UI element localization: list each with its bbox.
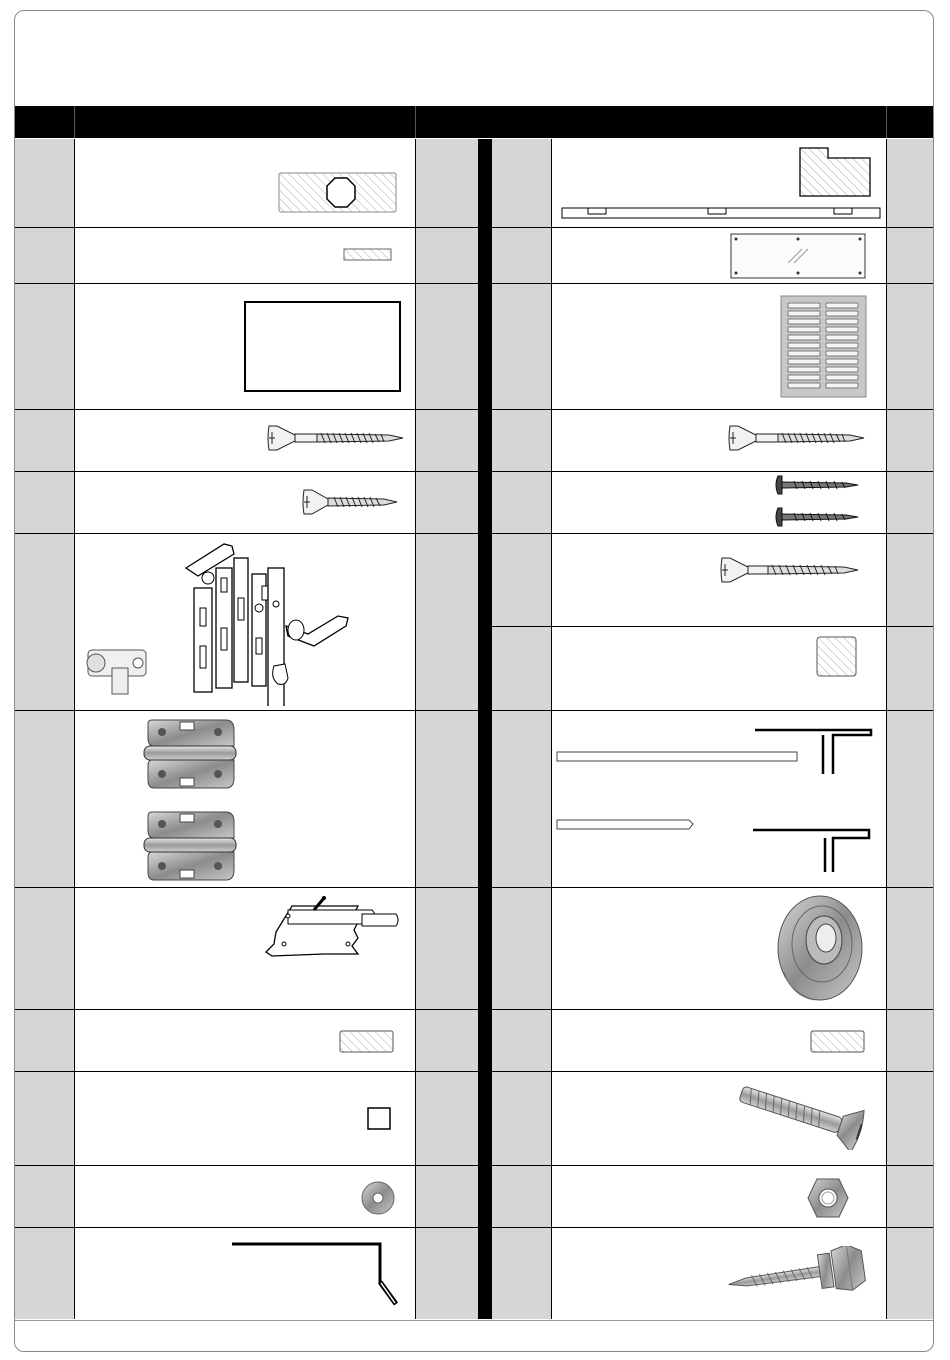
- countersunk-machine-bolt-icon: [734, 1078, 874, 1150]
- batten-icon: [810, 1030, 866, 1054]
- long-wood-screw-icon: [726, 422, 866, 454]
- column-line: [415, 139, 416, 1319]
- washer-icon: [360, 1180, 396, 1216]
- right-number-column: [492, 139, 551, 1319]
- column-line: [886, 139, 887, 1319]
- row-divider: [15, 887, 478, 888]
- pan-head-screw-top: [776, 476, 858, 494]
- sealing-tape-roll-icon: [774, 892, 866, 1004]
- center-divider: [478, 139, 492, 1319]
- row-divider: [492, 626, 933, 627]
- hinge-top: [144, 720, 236, 788]
- mortise-lock-set-icon: [82, 538, 382, 706]
- lock-cylinder-icon: [87, 650, 146, 694]
- header-divider: [74, 106, 75, 138]
- angled-rod-icon: [230, 1240, 402, 1310]
- column-line: [74, 139, 75, 1319]
- row-divider: [15, 1071, 478, 1072]
- row-divider: [492, 283, 933, 284]
- row-divider: [492, 1009, 933, 1010]
- row-divider: [15, 1227, 478, 1228]
- row-divider: [492, 471, 933, 472]
- short-wood-screw-icon: [300, 486, 400, 518]
- row-divider: [492, 887, 933, 888]
- rebated-profile-rail-icon: [558, 144, 882, 224]
- row-divider: [15, 283, 478, 284]
- small-strip-icon: [343, 248, 393, 262]
- hex-nut-icon: [806, 1176, 850, 1220]
- square-block-icon: [816, 636, 858, 678]
- header-divider: [415, 106, 416, 138]
- ventilation-grille-icon: [780, 295, 868, 399]
- left-qty-column: [416, 139, 478, 1319]
- row-divider: [492, 1165, 933, 1166]
- row-divider: [492, 533, 933, 534]
- column-line: [551, 139, 552, 1319]
- pan-head-screw-bottom: [776, 508, 858, 526]
- header-divider: [886, 106, 887, 138]
- batten-icon: [339, 1030, 395, 1054]
- long-wood-screw-icon: [265, 422, 405, 454]
- trim-strips-angle-profiles-icon: [555, 722, 877, 874]
- document-header: [15, 11, 933, 106]
- row-divider: [15, 710, 478, 711]
- row-divider: [492, 409, 933, 410]
- row-divider: [15, 533, 478, 534]
- row-divider: [492, 710, 933, 711]
- hex-head-screw-icon: [722, 1246, 870, 1304]
- table-bottom-line: [15, 1320, 933, 1321]
- right-qty-column: [887, 139, 933, 1319]
- row-divider: [15, 1165, 478, 1166]
- square-block-icon: [367, 1107, 393, 1131]
- row-divider: [492, 227, 933, 228]
- pan-head-screws-icon: [774, 474, 860, 530]
- row-divider: [492, 1227, 933, 1228]
- window-pane-icon: [730, 233, 868, 281]
- panel-outline-icon: [244, 301, 402, 393]
- row-divider: [15, 471, 478, 472]
- row-divider: [15, 409, 478, 410]
- row-divider: [15, 1009, 478, 1010]
- lift-off-hinges-icon: [140, 716, 240, 884]
- left-number-column: [15, 139, 74, 1319]
- barrel-bolt-icon: [262, 896, 402, 962]
- table-header-bar: [15, 106, 933, 138]
- row-divider: [492, 1071, 933, 1072]
- wood-screw-icon: [718, 554, 860, 586]
- profile-board-octagon-icon: [278, 172, 398, 214]
- hinge-bottom: [144, 812, 236, 880]
- row-divider: [15, 227, 478, 228]
